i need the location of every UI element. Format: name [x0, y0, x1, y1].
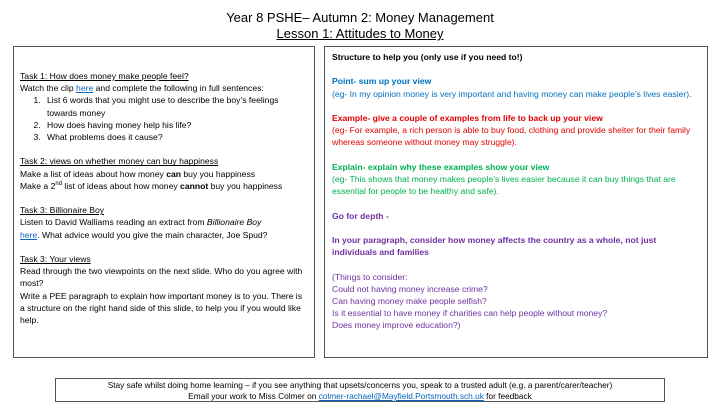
consider-line: Could not having money increase crime? — [332, 283, 488, 294]
explain-body: (eg- This shows that money makes people’s lives easier because it can buy things that are essential for people to be healthy and safe). — [332, 173, 676, 197]
consider-line: Can having money make people selfish? — [332, 295, 487, 306]
consider-line: (Things to consider: — [332, 271, 408, 282]
depth-title: Go for depth - — [332, 210, 389, 221]
list-item: 2. How does having money help his life? — [43, 119, 309, 131]
task3-line2: here. What advice would you give the main character, Joe Spud? — [20, 229, 268, 240]
tasks-panel — [13, 46, 315, 358]
footer-line2: Email your work to Miss Colmer on colmer-rachael@Mayfield.Portsmouth.sch.uk for feedback — [188, 391, 532, 401]
task1-heading: Task 1: How does money make people feel? — [20, 71, 189, 81]
consider-line: Is it essential to have money if charities can help people without money? — [332, 308, 608, 319]
task2-line2: Make a 2nd list of ideas about how money cannot buy you happiness — [20, 180, 283, 191]
billionaire-boy-link[interactable]: here — [20, 229, 38, 240]
task1-intro: Watch the clip here and complete the following in full sentences: — [20, 83, 264, 94]
clip-link[interactable]: here — [76, 83, 94, 94]
lesson-subtitle: Lesson 1: Attitudes to Money — [276, 26, 444, 41]
example-body: (eg- For example, a rich person is able to buy food, clothing and provide shelter for their family whereas someone without money may struggle). — [332, 125, 691, 148]
task3-line1: Listen to David Walliams reading an extract from Billionaire Boy — [20, 217, 262, 228]
task2-heading: Task 2: views on whether money can buy happiness — [20, 156, 219, 167]
list-item: 1. List 6 words that you might use to describe the boy’s feelings towards money — [43, 94, 309, 118]
task4-line2: Write a PEE paragraph to explain how important money is to you. There is a structure on the right hand side of this slide, to help you if you would like help. — [20, 290, 302, 326]
task3-heading: Task 3: Billionaire Boy — [20, 205, 105, 216]
email-link[interactable]: colmer-rachael@Mayfield.Portsmouth.sch.uk — [318, 391, 484, 401]
depth-prompt: In your paragraph, consider how money affects the country as a whole, not just individuals and families — [332, 234, 657, 258]
task2-line1: Make a list of ideas about how money can buy you happiness — [20, 168, 256, 179]
explain-title: Explain- explain why these examples show your view — [332, 161, 550, 172]
point-body: (eg- In my opinion money is very important and having money can make people’s lives easier). — [332, 88, 692, 99]
example-title: Example- give a couple of examples from life to back up your view — [332, 112, 603, 123]
task4-heading: Task 3: Your views — [20, 254, 91, 264]
structure-panel — [324, 46, 708, 358]
structure-heading: Structure to help you (only use if you need to!) — [332, 52, 523, 62]
page-title: Year 8 PSHE– Autumn 2: Money Management — [226, 10, 494, 25]
list-item: 3. What problems does it cause? — [43, 131, 309, 143]
footer-line1: Stay safe whilst doing home learning – if you see anything that upsets/concerns you, speak to a trusted adult (e.g. a parent/carer/teacher) — [107, 380, 613, 390]
safety-footer — [55, 378, 665, 402]
task4-line1: Read through the two viewpoints on the next slide. Who do you agree with most? — [20, 266, 303, 289]
task1-list — [20, 94, 309, 143]
point-title: Point- sum up your view — [332, 76, 432, 87]
consider-line: Does money improve education?) — [332, 320, 461, 331]
